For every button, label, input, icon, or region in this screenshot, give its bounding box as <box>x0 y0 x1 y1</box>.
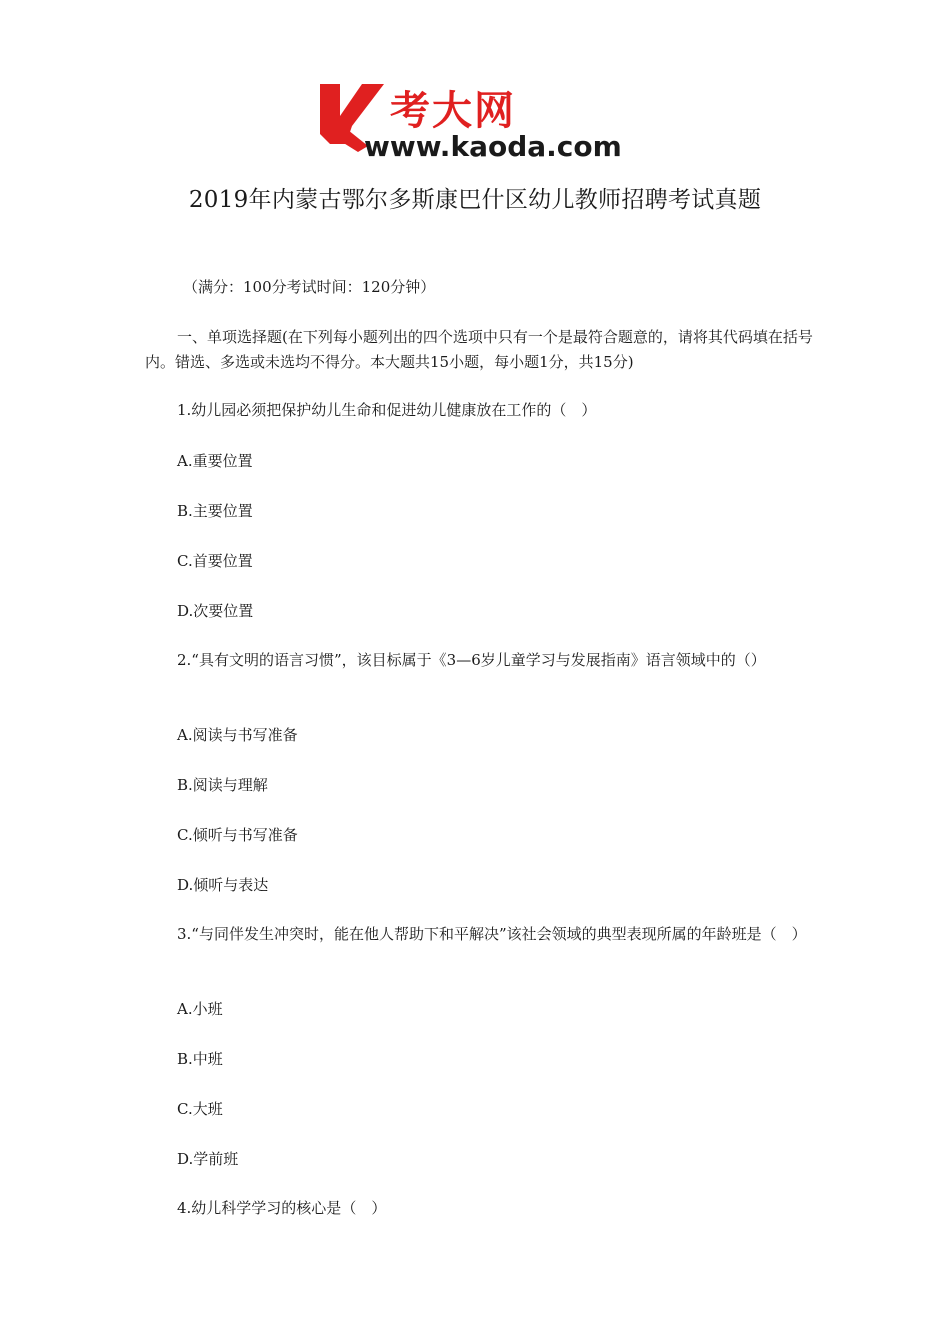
question-stem: 3.“与同伴发生冲突时，能在他人帮助下和平解决”该社会领域的典型表现所属的年龄班是（ ） <box>177 925 807 943</box>
question-option: B.阅读与理解 <box>177 776 268 794</box>
logo-cn-text: 考大网 <box>390 88 516 134</box>
question-stem: 2.“具有文明的语言习惯”，该目标属于《3—6岁儿童学习与发展指南》语言领域中的（） <box>177 651 766 669</box>
question-option: A.小班 <box>177 1000 223 1018</box>
exam-info: （满分：100分考试时间：120分钟） <box>183 278 436 296</box>
question-option: A.重要位置 <box>177 452 253 470</box>
question-option: D.学前班 <box>177 1150 239 1168</box>
kaoda-logo-graphic <box>318 82 638 162</box>
question-option: B.中班 <box>177 1050 223 1068</box>
question-option: A.阅读与书写准备 <box>177 726 298 744</box>
question-option: C.首要位置 <box>177 552 253 570</box>
question-option: B.主要位置 <box>177 502 253 520</box>
kaoda-logo <box>318 82 638 162</box>
question-option: C.大班 <box>177 1100 223 1118</box>
question-stem: 4.幼儿科学学习的核心是（ ） <box>177 1199 387 1217</box>
question-stem: 1.幼儿园必须把保护幼儿生命和促进幼儿健康放在工作的（ ） <box>177 401 597 419</box>
section-instructions: 一、单项选择题(在下列每小题列出的四个选项中只有一个是最符合题意的，请将其代码填在括号内。错选、多选或未选均不得分。本大题共15小题，每小题1分，共15分) <box>145 328 813 371</box>
logo-url-text: www.kaoda.com <box>364 130 622 162</box>
question-option: C.倾听与书写准备 <box>177 826 298 844</box>
document-title: 2019年内蒙古鄂尔多斯康巴什区幼儿教师招聘考试真题 <box>188 187 762 213</box>
question-option: D.倾听与表达 <box>177 876 269 894</box>
question-option: D.次要位置 <box>177 602 254 620</box>
